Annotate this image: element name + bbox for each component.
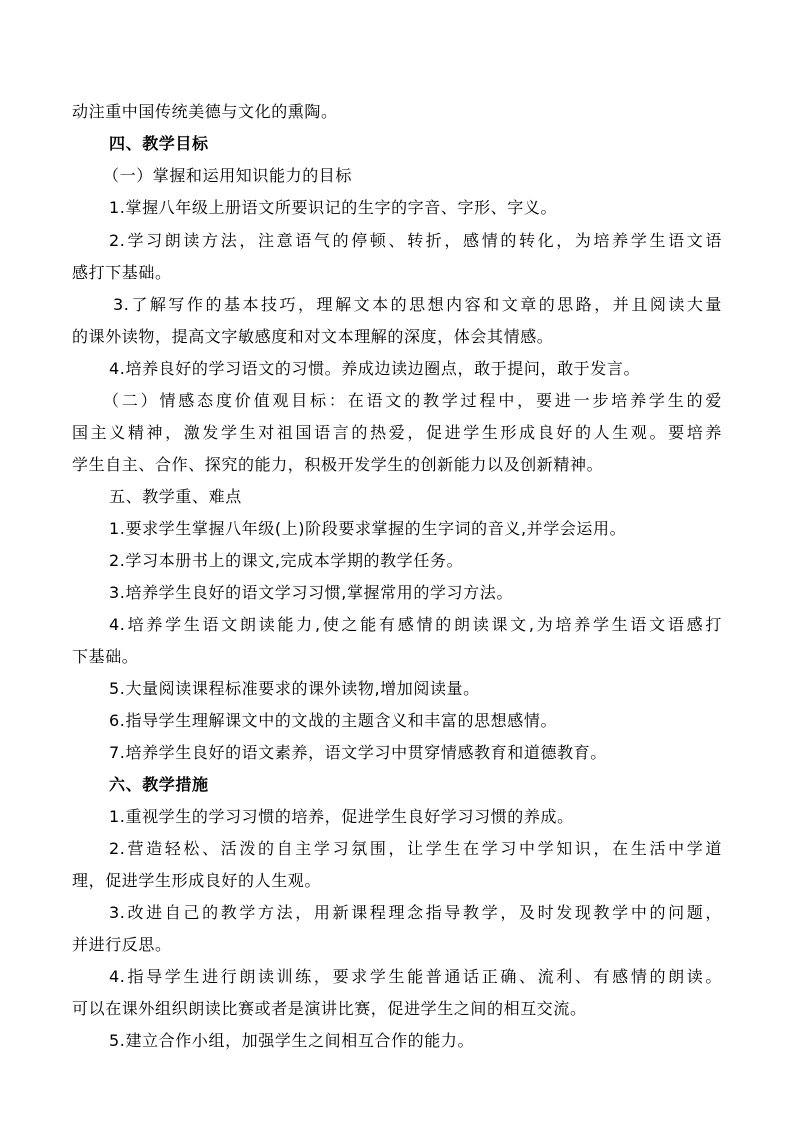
objective-item-2: 2.学习朗读方法，注意语气的停顿、转折，感情的转化，为培养学生语文语 [109, 231, 722, 250]
measure-1: 1.重视学生的学习习惯的培养，促进学生良好学习习惯的养成。 [109, 807, 574, 826]
paragraph-line: 动注重中国传统美德与文化的熏陶。 [72, 102, 338, 121]
objective-item-4: 4.培养良好的学习语文的习惯。养成边读边圈点，敢于提问，敢于发言。 [109, 359, 641, 378]
key-point-2: 2.学习本册书上的课文,完成本学期的教学任务。 [109, 551, 464, 570]
subsection-heading-knowledge: （一）掌握和运用知识能力的目标 [103, 166, 353, 185]
key-point-7: 7.培养学生良好的语文素养，语文学习中贯穿情感教育和道德教育。 [109, 743, 607, 762]
key-point-1: 1.要求学生掌握八年级(上)阶段要求掌握的生字词的音义,并学会运用。 [109, 519, 627, 538]
key-point-6: 6.指导学生理解课文中的文战的主题含义和丰富的思想感情。 [109, 711, 558, 730]
attitude-text-cont-1: 国主义精神，激发学生对祖国语言的热爱，促进学生形成良好的人生观。要培养 [72, 423, 722, 442]
section-heading-objectives: 四、教学目标 [109, 134, 209, 153]
measure-4-cont: 可以在课外组织朗读比赛或者是演讲比赛，促进学生之间的相互交流。 [72, 999, 587, 1018]
section-heading-key-points: 五、教学重、难点 [109, 487, 242, 506]
key-point-4-cont: 下基础。 [72, 647, 139, 666]
key-point-5: 5.大量阅读课程标准要求的课外读物,增加阅读量。 [109, 679, 480, 698]
attitude-text-cont-2: 学生自主、合作、探究的能力，积极开发学生的创新能力以及创新精神。 [72, 455, 604, 474]
measure-2-cont: 理，促进学生形成良好的人生观。 [72, 871, 322, 890]
objective-item-2-cont: 感打下基础。 [72, 263, 172, 282]
measure-2: 2.营造轻松、活泼的自主学习氛围，让学生在学习中学知识，在生活中学道 [109, 839, 722, 858]
measure-4: 4.指导学生进行朗读训练，要求学生能普通话正确、流利、有感情的朗读。 [109, 967, 722, 986]
key-point-3: 3.培养学生良好的语文学习习惯,掌握常用的学习方法。 [109, 583, 513, 602]
measure-3: 3.改进自己的教学方法，用新课程理念指导教学，及时发现教学中的问题， [109, 903, 722, 922]
measure-5: 5.建立合作小组，加强学生之间相互合作的能力。 [109, 1031, 475, 1050]
objective-item-1: 1.掌握八年级上册语文所要识记的生字的字音、字形、字义。 [109, 198, 558, 217]
key-point-4: 4.培养学生语文朗读能力,使之能有感情的朗读课文,为培养学生语文语感打 [109, 615, 722, 634]
subsection-heading-attitude: （二）情感态度价值观目标：在语文的教学过程中，要进一步培养学生的爱 [103, 391, 722, 410]
section-heading-measures: 六、教学措施 [109, 775, 209, 794]
measure-3-cont: 并进行反思。 [72, 935, 172, 954]
objective-item-3: 3.了解写作的基本技巧，理解文本的思想内容和文章的思路，并且阅读大量 [113, 295, 722, 314]
objective-item-3-cont: 的课外读物，提高文字敏感度和对文本理解的深度，体会其情感。 [72, 327, 554, 346]
